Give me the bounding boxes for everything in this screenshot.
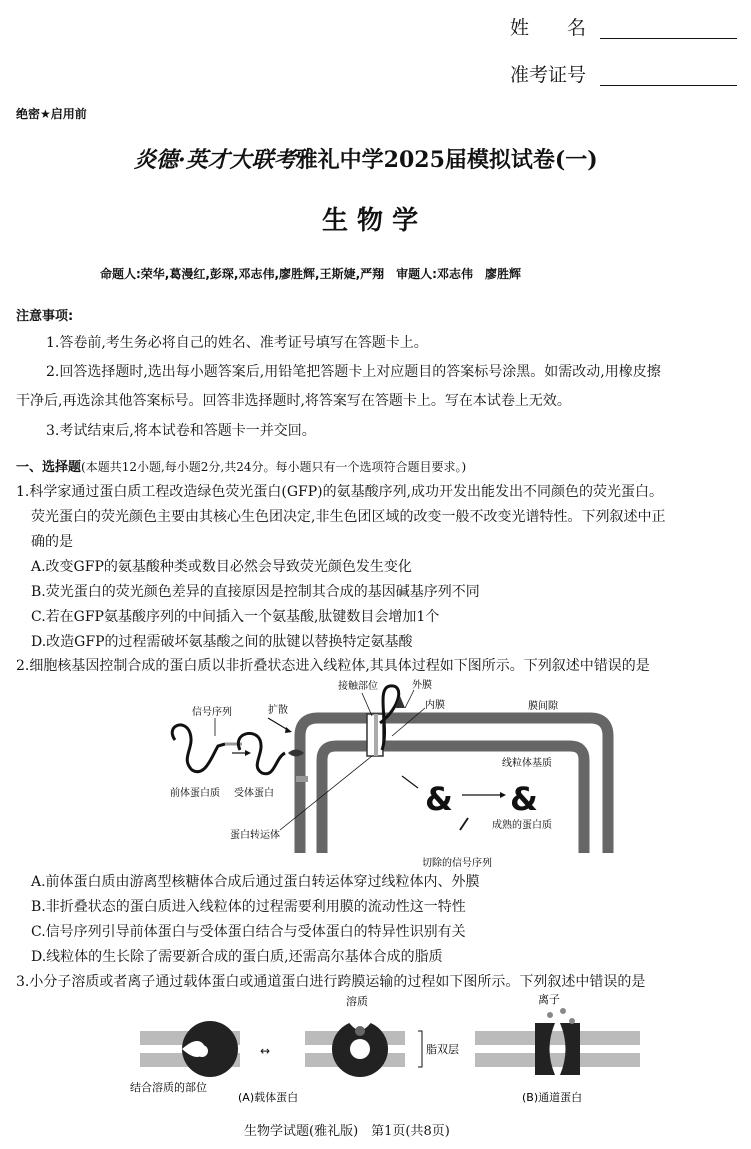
- subject-title: 生 物 学: [322, 206, 419, 236]
- notice-item-2: 2.回答选择题时,选出每小题答案后,用铅笔把答题卡上对应题目的答案标号涂黑。如需改动,用橡皮擦: [46, 364, 661, 380]
- channel-protein-right: [560, 1023, 580, 1075]
- section-1-title: 一、选择题: [16, 460, 82, 475]
- id-underline: [600, 85, 737, 86]
- q2-option-a: A.前体蛋白质由游离型核糖体合成后通过蛋白转运体穿过线粒体内、外膜: [31, 874, 480, 890]
- notice-title: 注意事项:: [16, 309, 74, 324]
- q2-mitochondria-figure: [150, 678, 620, 873]
- q1-stem-line-2: 荧光蛋白的荧光颜色主要由其核心生色团决定,非生色团区域的改变一般不改变光谱特性。下列叙述中正: [31, 509, 666, 525]
- label-contact-site: 接触部位: [338, 681, 378, 692]
- exam-title-right: 雅礼中学2025届模拟试卷(一): [295, 147, 598, 173]
- q2-stem: 2.细胞核基因控制合成的蛋白质以非折叠状态进入线粒体,其具体过程如下图所示。下列叙述中错误的是: [16, 658, 650, 674]
- outer-membrane: [300, 718, 608, 853]
- q2-option-d: D.线粒体的生长除了需要新合成的蛋白质,还需高尔基体合成的脂质: [31, 949, 443, 965]
- folding-protein-1: &: [425, 780, 453, 818]
- q1-stem-line-3: 确的是: [31, 534, 73, 550]
- label-intermembrane-space: 膜间隙: [528, 701, 558, 712]
- mature-protein-mark: &: [510, 780, 538, 818]
- label-outer-membrane: 外膜: [412, 680, 432, 691]
- exam-title-left: 炎德·英才大联考: [134, 147, 296, 173]
- label-inner-membrane: 内膜: [425, 700, 445, 711]
- label-solute: 溶质: [346, 995, 368, 1008]
- notice-item-3: 3.考试结束后,将本试卷和答题卡一并交回。: [46, 423, 316, 439]
- label-signal-sequence: 信号序列: [192, 707, 232, 718]
- section-1-desc: (本题共12小题,每小题2分,共24分。每小题只有一个选项符合题目要求。): [81, 460, 467, 474]
- precursor-protein: [172, 725, 225, 772]
- lipid-bilayer: [475, 1031, 640, 1045]
- label-mature-protein: 成熟的蛋白质: [492, 820, 552, 831]
- ion-particle: [547, 1012, 553, 1018]
- name-label: 姓 名: [510, 17, 587, 39]
- label-precursor-protein: 前体蛋白质: [170, 788, 220, 799]
- q1-option-c: C.若在GFP氨基酸序列的中间插入一个氨基酸,肽键数目会增加1个: [31, 609, 440, 625]
- q1-option-d: D.改造GFP的过程需破坏氨基酸之间的肽键以替换特定氨基酸: [31, 634, 413, 650]
- label-ion: 离子: [538, 993, 560, 1006]
- section-1-heading: [16, 456, 466, 475]
- name-underline: [600, 38, 737, 39]
- q2-option-c: C.信号序列引导前体蛋白与受体蛋白结合与受体蛋白的特异性识别有关: [31, 924, 466, 940]
- label-receptor-protein: 受体蛋白: [234, 788, 274, 799]
- channel-protein-left: [535, 1023, 555, 1075]
- exam-title: [134, 143, 598, 174]
- label-binding-site: 结合溶质的部位: [130, 1081, 207, 1094]
- label-diffuse: 扩散: [268, 705, 288, 716]
- label-matrix: 线粒体基质: [502, 758, 552, 769]
- svg-text:↔: ↔: [260, 1044, 271, 1058]
- solute-molecule: [355, 1026, 365, 1036]
- q1-option-b: B.荧光蛋白的荧光颜色差异的直接原因是控制其合成的基因碱基序列不同: [31, 584, 480, 600]
- secret-mark: 绝密★启用前: [16, 107, 87, 121]
- q2-option-b: B.非折叠状态的蛋白质进入线粒体的过程需要利用膜的流动性这一特性: [31, 899, 466, 915]
- label-carrier: (A)载体蛋白: [238, 1091, 299, 1104]
- q1-option-a: A.改变GFP的氨基酸种类或数目必然会导致荧光颜色发生变化: [31, 559, 412, 575]
- authors: 命题人:荣华,葛漫红,彭琛,邓志伟,廖胜辉,王斯婕,严翔 审题人:邓志伟 廖胜辉: [100, 267, 521, 281]
- q3-transport-figure: [120, 993, 650, 1108]
- notice-item-1: 1.答卷前,考生务必将自己的姓名、准考证号填写在答题卡上。: [46, 335, 428, 351]
- q1-stem-line-1: 1.科学家通过蛋白质工程改造绿色荧光蛋白(GFP)的氨基酸序列,成功开发出能发出不同颜色的荧光蛋白。: [16, 484, 664, 500]
- label-bilayer: 脂双层: [426, 1043, 459, 1056]
- label-transporter: 蛋白转运体: [230, 830, 280, 841]
- id-label: 准考证号: [510, 64, 587, 86]
- label-channel: (B)通道蛋白: [522, 1091, 583, 1104]
- label-cleaved-signal: 切除的信号序列: [422, 858, 492, 869]
- page-footer: 生物学试题(雅礼版) 第1页(共8页): [244, 1124, 450, 1139]
- q3-stem: 3.小分子溶质或者离子通过载体蛋白或通道蛋白进行跨膜运输的过程如下图所示。下列叙述中错误的是: [16, 974, 646, 990]
- notice-item-2-cont: 干净后,再选涂其他答案标号。回答非选择题时,将答案写在答题卡上。写在本试卷上无效。: [16, 393, 571, 409]
